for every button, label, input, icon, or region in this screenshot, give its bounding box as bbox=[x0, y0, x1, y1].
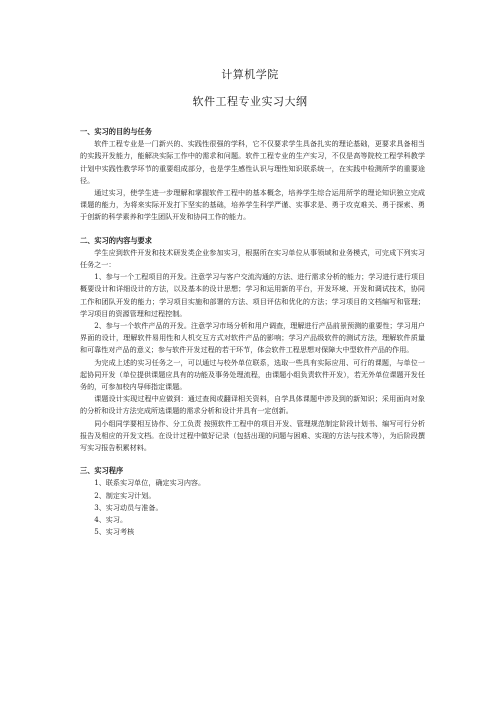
section-heading-content: 二、实习的内容与要求 bbox=[80, 235, 152, 245]
section-heading-procedure: 三、实习程序 bbox=[80, 466, 124, 476]
paragraph: 同小组同学要相互协作、分工负责 按照软件工程中的项目开发、管理规范制定阶段计划书、编写可行分析报告及相应的开发文档。在设计过程中做好记录（包括出现的问题与困难、实现的方法与技术等），为后阶段撰写实习报告积累材料。 bbox=[80, 418, 425, 453]
paragraph: 通过实习，使学生进一步理解和掌握软件工程中的基本概念，培养学生综合运用所学的理论知识独立完成课题的能力，为将来实际开发打下坚实的基础，培养学生科学严谨、实事求是、勇于攻克难关、勇于探索、勇于创新的科学素养和学生团队开发和协同工作的能力。 bbox=[80, 188, 425, 222]
list-item: 5、实习考核 bbox=[94, 527, 135, 537]
list-item: 2、制定实习计划。 bbox=[94, 490, 156, 500]
paragraph: 学生应到软件开发和技术研发类企业参加实习，根据所在实习单位从事领域和业务模式，可完成下列实习任务之一： bbox=[80, 247, 425, 270]
spacer bbox=[80, 224, 425, 235]
paragraph: 课题设计实现过程中应做到：通过查阅或翻译相关资料，自学具体课题中涉及到的新知识；采用面向对象的分析和设计方法完成所选课题的需求分析和设计并具有一定创新。 bbox=[80, 394, 425, 416]
paragraph: 2、参与一个软件产品的开发。注意学习市场分析和用户调查，理解进行产品前景预测的重要性；学习用户界面的设计，理解软件易用性和人机交互方式对软件产品的影响；学习产品级软件的测试方法，理解软件质量和可靠性对产品的意义；参与软件开发过程的若干环节，体会软件工程思想对保障大中型软件产品的作用。 bbox=[80, 321, 426, 355]
list-item: 4、实习。 bbox=[94, 515, 128, 525]
paragraph: 软件工程专业是一门新兴的、实践性很强的学科，它不仅要求学生具备扎实的理论基础，更要求具备相当的实践开发能力，能解决实际工作中的需求和问题。软件工程专业的生产实习，不仅是高等院校工程学科教学计划中实践性教学环节的重要组成部分，也是学生感性认识与理性知识联系统一，在实践中检测所学的重要途径。 bbox=[80, 139, 425, 185]
list-item: 3、实习动员与准备。 bbox=[94, 502, 163, 512]
section-heading-purpose: 一、实习的目的与任务 bbox=[80, 127, 152, 136]
document-body bbox=[80, 126, 425, 539]
paragraph: 1、参与一个工程项目的开发。注意学习与客户交流沟通的方法、进行需求分析的能力；学习进行进行项目概要设计和详细设计的方法，以及基本的设计思想；学习和运用新的平台，开发环境、开发和调试技术，协同工作和团队开发的能力；学习项目实施和部署的方法、项目评估和优化的方法；学习项目的文档编写和管理；学习项目的资源管理和过程控制。 bbox=[80, 272, 426, 318]
list-item: 1、联系实习单位，确定实习内容。 bbox=[94, 478, 206, 488]
spacer bbox=[80, 454, 425, 465]
school-name: 计算机学院 bbox=[221, 68, 279, 81]
document-title: 软件工程专业实习大纲 bbox=[192, 95, 308, 108]
paragraph: 为完成上述的实习任务之一，可以通过与校外单位联系，选取一些具有实际应用、可行的课题，与单位一起协同开发（单位提供课题应具有的功能及事务处理流程，由课题小组负责软件开发），若无外单位课题开发任务的，可参加校内导师指定课题。 bbox=[80, 357, 425, 392]
